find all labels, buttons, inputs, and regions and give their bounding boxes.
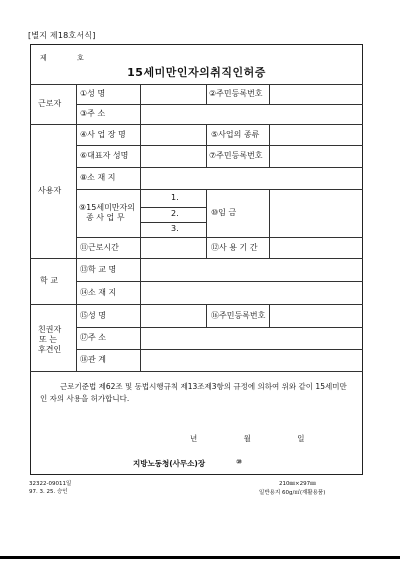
row-divider: [76, 237, 363, 238]
work-hours-label: ⑪근로시간: [80, 243, 119, 252]
guardian-address-field[interactable]: [141, 329, 362, 347]
row-divider: [76, 281, 363, 282]
guardian-relation-label: ⑱관 계: [80, 355, 106, 364]
guardian-relation-field[interactable]: [141, 351, 362, 369]
column-divider: [206, 304, 207, 327]
row-divider: [30, 124, 363, 125]
work-duty-label-line2: 종 사 업 무: [86, 213, 125, 222]
column-divider: [206, 124, 207, 167]
column-divider: [206, 189, 207, 258]
row-divider: [76, 145, 363, 146]
worker-name-field[interactable]: [140, 86, 206, 102]
row-divider: [30, 84, 363, 85]
row-divider: [76, 327, 363, 328]
approval-date: 97. 3. 25. 승인: [29, 489, 68, 495]
guardian-rrn-label: ⑯주민등록번호: [211, 311, 266, 320]
school-location-field[interactable]: [141, 283, 362, 302]
section-guardian: 친권자: [38, 325, 62, 334]
employer-rrn-label: ⑦주민등록번호: [209, 151, 263, 160]
column-divider: [76, 84, 77, 371]
row-divider: [76, 189, 363, 190]
row-divider: [30, 304, 363, 305]
worker-rrn-field[interactable]: [270, 86, 362, 102]
employment-period-field[interactable]: [270, 239, 362, 256]
row-divider: [76, 167, 363, 168]
row-divider: [76, 349, 363, 350]
issue-date-line: 년 월 일: [190, 434, 327, 443]
business-type-field[interactable]: [270, 126, 362, 143]
duty-item-3[interactable]: 3.: [171, 224, 179, 233]
business-name-field[interactable]: [141, 126, 205, 143]
guardian-rrn-field[interactable]: [270, 306, 362, 325]
work-duty-label: ⑨15세미만자의: [79, 203, 135, 212]
section-school: 학 교: [40, 276, 58, 285]
row-divider: [76, 104, 363, 105]
business-location-field[interactable]: [141, 169, 362, 187]
form-title: 15세미만인자의취직인허증: [127, 66, 266, 79]
work-hours-field[interactable]: [141, 239, 205, 256]
paper-size: 210㎜×297㎜: [279, 481, 316, 487]
paper-spec: 일반용지 60g/㎡(재활용품): [259, 490, 326, 496]
duty-item-1[interactable]: 1.: [171, 193, 179, 202]
employer-rrn-field[interactable]: [270, 147, 362, 165]
issuing-authority: 지방노동청(사무소)장: [133, 459, 206, 468]
row-divider: [30, 371, 363, 372]
page-bottom-border: [0, 556, 400, 559]
row-divider: [140, 222, 206, 223]
business-name-label: ④사 업 장 명: [80, 130, 126, 139]
section-guardian-line2: 또 는: [39, 335, 57, 344]
worker-name-label: ①성 명: [80, 89, 106, 98]
wage-label: ⑩임 금: [211, 208, 237, 217]
guardian-address-label: ⑰주 소: [80, 333, 106, 342]
employment-period-label: ⑫사 용 기 간: [211, 243, 258, 252]
ceo-name-label: ⑥대표자 성명: [80, 151, 129, 160]
wage-field[interactable]: [270, 191, 362, 235]
school-name-label: ⑬학 교 명: [80, 265, 117, 274]
worker-address-label: ③주 소: [80, 109, 106, 118]
row-divider: [140, 207, 206, 208]
seal-mark: ⑩: [236, 458, 242, 466]
worker-address-field[interactable]: [141, 106, 362, 122]
ceo-name-field[interactable]: [141, 147, 205, 165]
row-divider: [30, 258, 363, 259]
school-name-field[interactable]: [141, 260, 362, 279]
guardian-name-field[interactable]: [141, 306, 205, 325]
column-divider: [206, 84, 207, 104]
permit-statement: 근로기준법 제62조 및 동법시행규칙 제13조제3항의 규정에 의하여 위와 같이 15세미만 인 자의 사용을 허가합니다.: [40, 382, 347, 403]
school-location-label: ⑭소 재 지: [80, 288, 117, 297]
form-number: [별지 제18호서식]: [28, 31, 96, 40]
business-type-label: ⑤사업의 종류: [211, 130, 260, 139]
worker-rrn-label: ②주민등록번호: [209, 89, 263, 98]
duty-item-2[interactable]: 2.: [171, 209, 179, 218]
guardian-name-label: ⑮성 명: [80, 311, 106, 320]
section-guardian-line3: 후견인: [38, 345, 62, 354]
business-location-label: ⑧소 재 지: [80, 173, 116, 182]
section-worker: 근로자: [38, 99, 62, 108]
section-employer: 사용자: [38, 186, 62, 195]
form-code: 32322-09011일: [29, 481, 72, 487]
registration-number-label: 제 호: [40, 54, 98, 62]
